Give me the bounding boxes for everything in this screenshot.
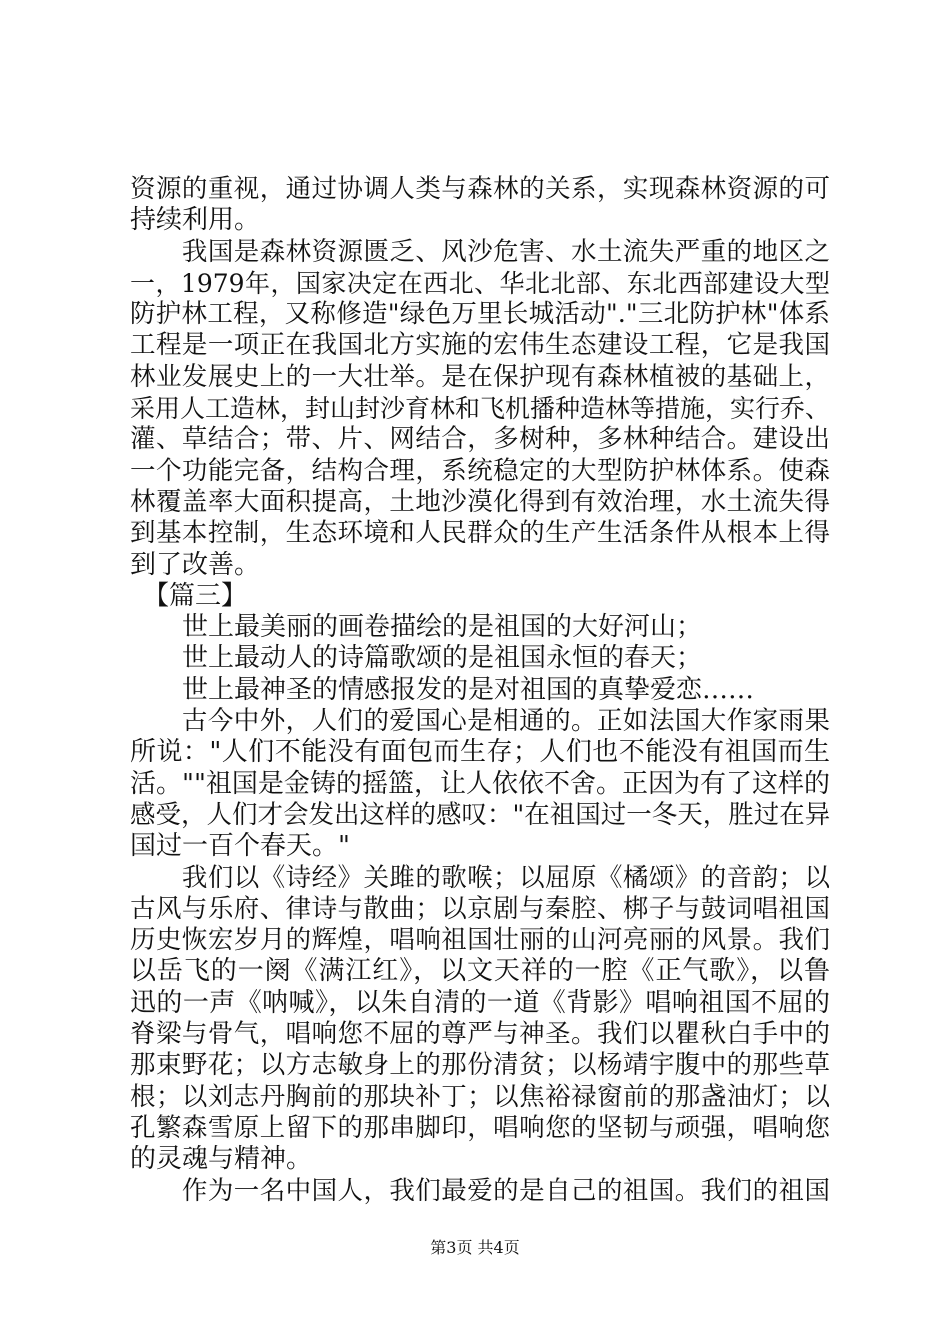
text-line: 一个功能完备，结构合理，系统稳定的大型防护林体系。使森 — [130, 455, 830, 486]
text-line: 脊梁与骨气，唱响您不屈的尊严与神圣。我们以瞿秋白手中的 — [130, 1019, 830, 1050]
text-line: 世上最神圣的情感报发的是对祖国的真挚爱恋…… — [130, 674, 755, 705]
text-line: 采用人工造林，封山封沙育林和飞机播种造林等措施，实行乔、 — [130, 394, 830, 424]
text-line: 国过一百个春天。" — [130, 831, 350, 862]
text-line: 感受，人们才会发出这样的感叹："在祖国过一冬天，胜过在异 — [130, 799, 830, 830]
text-line: 所说："人们不能没有面包而生存；人们也不能没有祖国而生 — [130, 737, 830, 768]
text-line: 【篇三】 — [130, 580, 248, 611]
text-line: 资源的重视，通过协调人类与森林的关系，实现森林资源的可 — [130, 174, 830, 204]
text-line: 根；以刘志丹胸前的那块补丁；以焦裕禄窗前的那盏油灯；以 — [130, 1081, 830, 1112]
text-line: 持续利用。 — [130, 205, 261, 236]
text-line: 我们以《诗经》关雎的歌喉；以屈原《橘颂》的音韵；以 — [130, 862, 830, 893]
text-line: 以岳飞的一阕《满江红》，以文天祥的一腔《正气歌》，以鲁 — [130, 956, 830, 987]
text-line: 孔繁森雪原上留下的那串脚印，唱响您的坚韧与顽强，唱响您 — [130, 1112, 830, 1143]
text-line: 世上最美丽的画卷描绘的是祖国的大好河山； — [130, 612, 703, 643]
text-line: 那束野花；以方志敏身上的那份清贫；以杨靖宇腹中的那些草 — [130, 1050, 830, 1081]
text-line: 我国是森林资源匮乏、风沙危害、水土流失严重的地区之 — [130, 236, 830, 267]
text-line: 古今中外，人们的爱国心是相通的。正如法国大作家雨果 — [130, 706, 830, 737]
text-line: 到了改善。 — [130, 549, 261, 580]
text-line: 古风与乐府、律诗与散曲；以京剧与秦腔、梆子与鼓词唱祖国 — [130, 893, 830, 924]
text-line: 林业发展史上的一大壮举。是在保护现有森林植被的基础上， — [130, 361, 830, 392]
page-footer: 第3页 共4页 — [430, 1238, 520, 1257]
text-line: 作为一名中国人，我们最爱的是自己的祖国。我们的祖国 — [130, 1175, 830, 1206]
body-text — [130, 174, 830, 1207]
text-line: 灌、草结合；带、片、网结合，多树种，多林种结合。建设出 — [130, 424, 830, 455]
text-line: 迅的一声《呐喊》，以朱自清的一道《背影》唱响祖国不屈的 — [130, 987, 830, 1018]
text-line: 的灵魂与精神。 — [130, 1144, 313, 1175]
text-line: 林覆盖率大面积提高，土地沙漠化得到有效治理，水土流失得 — [130, 486, 830, 517]
text-line: 工程是一项正在我国北方实施的宏伟生态建设工程，它是我国 — [130, 330, 830, 361]
text-line: 到基本控制，生态环境和人民群众的生产生活条件从根本上得 — [130, 518, 830, 549]
text-line: 一，1979年，国家决定在西北、华北北部、东北西部建设大型 — [130, 268, 830, 298]
text-line: 历史恢宏岁月的辉煌，唱响祖国壮丽的山河亮丽的风景。我们 — [130, 925, 830, 956]
text-line: 防护林工程，又称修造"绿色万里长城活动"."三北防护林"体系 — [130, 299, 830, 330]
text-line: 世上最动人的诗篇歌颂的是祖国永恒的春天； — [130, 643, 703, 674]
text-line: 活。""祖国是金铸的摇篮，让人依依不舍。正因为有了这样的 — [130, 768, 830, 799]
